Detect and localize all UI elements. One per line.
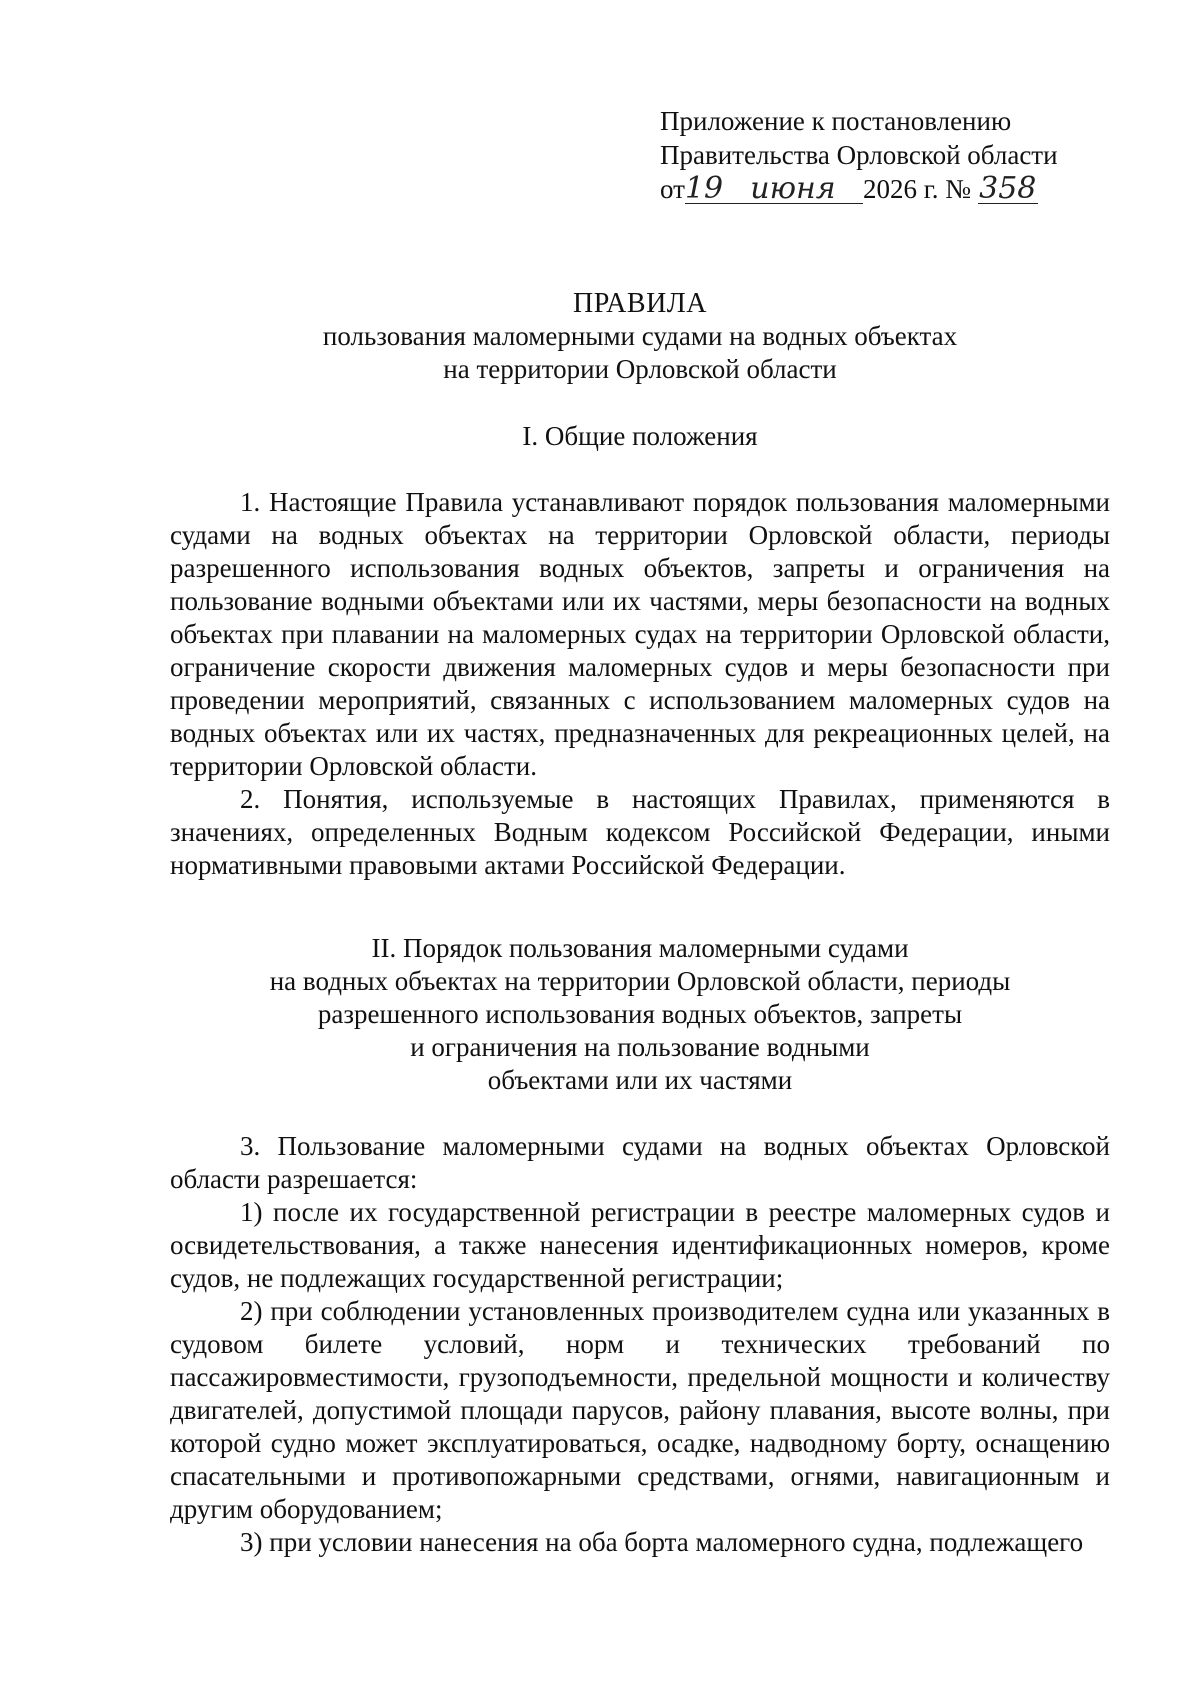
appendix-header — [660, 104, 1090, 206]
handwritten-day: 19 — [684, 171, 724, 206]
section-2-body — [170, 1130, 1110, 1559]
section-2-heading-line-2: на водных объектах на территории Орловской области, периоды — [269, 966, 1011, 996]
section-2-heading — [170, 932, 1110, 1097]
list-item-3: 3) при условии нанесения на оба борта маломерного судна, подлежащего — [240, 1527, 1084, 1557]
document-title-block — [170, 287, 1110, 386]
section-2-heading-line-4: и ограничения на пользование водными — [410, 1032, 870, 1062]
section-1-heading: I. Общие положения — [522, 421, 758, 451]
section-2-heading-line-3: разрешенного использования водных объектов, запреты — [317, 999, 963, 1029]
header-line-2: Правительства Орловской области — [660, 140, 1058, 170]
header-line-1: Приложение к постановлению — [660, 106, 1012, 136]
list-item-2: 2) при соблюдении установленных производителем судна или указанных в судовом билете условий, норм и технических требований по пассажировместимости, грузоподъемности, предельной мощности и количеству двигателей, допустимой площади парусов, району плавания, высоте волны, при которой судно может эксплуатироваться, осадке, надводному борту, оснащению спасательными и противопожарными средствами, огнями, навигационным и другим оборудованием; — [170, 1296, 1110, 1524]
paragraph-1: 1. Настоящие Правила устанавливают порядок пользования маломерными судами на водных объектах на территории Орловской области, периоды разрешенного использования водных объектов, запреты и ограничения на пользование водными объектами или их частями, меры безопасности на водных объектах при плавании на маломерных судах на территории Орловской области, ограничение скорости движения маломерных судов и меры безопасности при проведении мероприятий, связанных с использованием маломерных судов на водных объектах или их частях, предназначенных для рекреационных целей, на территории Орловской области. — [170, 487, 1110, 781]
document-title: ПРАВИЛА — [572, 288, 708, 319]
handwritten-number: 358 — [979, 171, 1037, 206]
handwritten-month: июня — [723, 175, 863, 204]
paragraph-3: 3. Пользование маломерными судами на водных объектах Орловской области разрешается: — [170, 1131, 1110, 1194]
list-item-1: 1) после их государственной регистрации в реестре маломерных судов и освидетельствования, а также нанесения идентификационных номеров, кроме судов, не подлежащих государственной регистрации; — [170, 1197, 1110, 1293]
date-prefix: от — [660, 174, 685, 204]
header-line-3 — [660, 172, 1090, 206]
document-subtitle-line-2: на территории Орловской области — [443, 354, 837, 384]
section-2-heading-line-5: объектами или их частями — [487, 1065, 793, 1095]
section-2-heading-line-1: II. Порядок пользования маломерными судами — [371, 933, 909, 963]
year-and-number-label: 2026 г. № — [862, 174, 971, 204]
document-subtitle-line-1: пользования маломерными судами на водных объектах — [322, 321, 958, 351]
paragraph-2: 2. Понятия, используемые в настоящих Правилах, применяются в значениях, определенных Водным кодексом Российской Федерации, иными нормативными правовыми актами Российской Федерации. — [170, 784, 1110, 880]
section-1-body — [170, 486, 1110, 882]
